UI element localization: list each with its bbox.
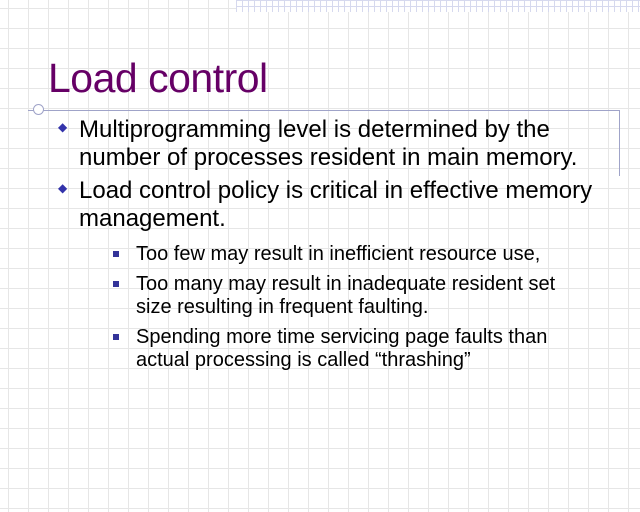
top-grid-band	[236, 0, 640, 12]
sub-bullet-item	[106, 273, 596, 319]
square-bullet-icon	[113, 334, 119, 340]
diamond-bullet-icon: ◆	[58, 181, 68, 195]
diamond-bullet-icon: ◆	[58, 120, 68, 134]
slide-body	[56, 116, 596, 379]
square-bullet-icon	[113, 251, 119, 257]
sub-bullet-list	[106, 243, 596, 372]
sub-bullet-item	[106, 326, 596, 372]
bullet-item	[56, 116, 596, 172]
right-vertical-rule	[619, 110, 620, 176]
sub-bullet-text: Too few may result in inefficient resource use,	[136, 243, 541, 265]
sub-bullet-item	[106, 243, 596, 266]
slide-title: Load control	[48, 55, 268, 101]
bullet-text: Load control policy is critical in effective memory management.	[79, 177, 593, 232]
sub-bullet-text: Spending more time servicing page faults than actual processing is called “thrashing”	[136, 326, 548, 371]
sub-bullet-text: Too many may result in inadequate resident set size resulting in frequent faulting.	[136, 273, 556, 318]
circle-ornament-icon	[33, 104, 44, 115]
square-bullet-icon	[113, 281, 119, 287]
bullet-text: Multiprogramming level is determined by the number of processes resident in main memory.	[79, 116, 578, 171]
title-underline-rule	[28, 110, 620, 111]
bullet-item	[56, 177, 596, 233]
